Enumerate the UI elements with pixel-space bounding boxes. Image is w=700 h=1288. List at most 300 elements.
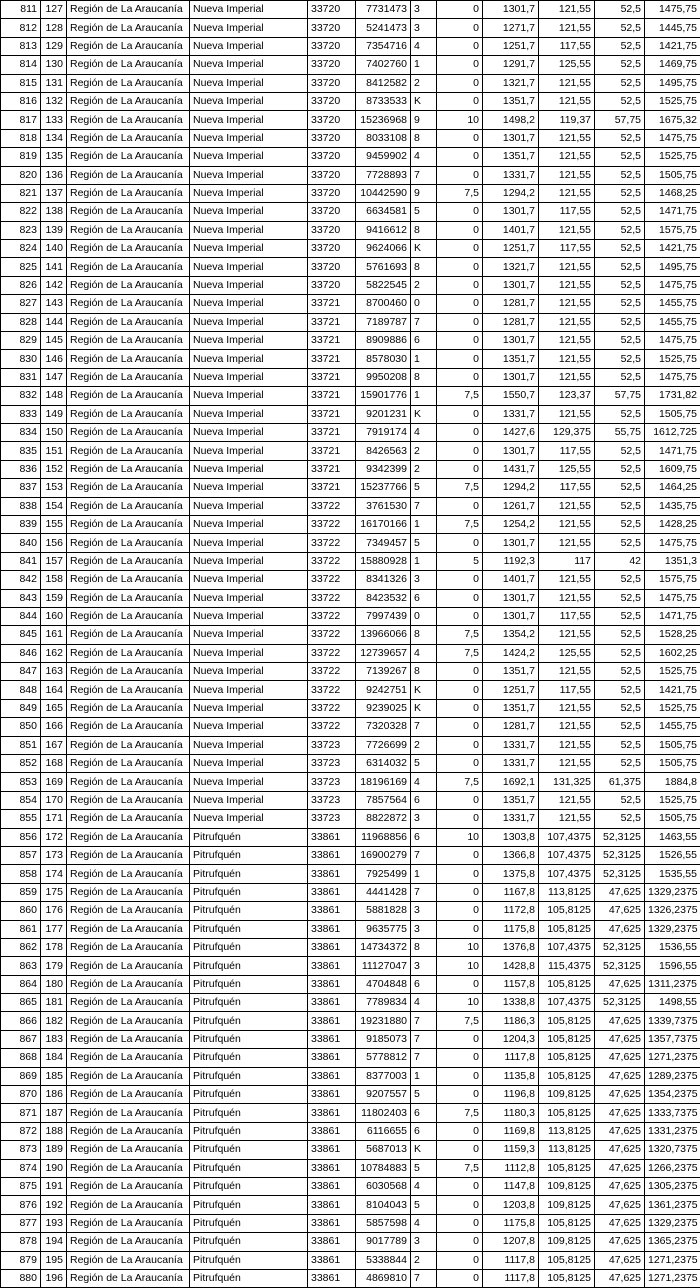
cell-bonus: 0 xyxy=(437,332,483,350)
cell-bonus: 0 xyxy=(437,718,483,736)
cell-amount-a: 113,8125 xyxy=(539,1141,595,1159)
cell-commune: Nueva Imperial xyxy=(190,736,308,754)
cell-base-amount: 1692,1 xyxy=(483,773,539,791)
cell-code: 33861 xyxy=(308,1269,356,1287)
table-row xyxy=(1,19,700,37)
cell-row-number: 131 xyxy=(41,74,67,92)
cell-base-amount: 1112,8 xyxy=(483,1159,539,1177)
cell-total: 1326,2375 xyxy=(645,902,700,920)
cell-rut: 9416612 xyxy=(356,221,411,239)
cell-commune: Pitrufquén xyxy=(190,1159,308,1177)
cell-row-number: 150 xyxy=(41,423,67,441)
cell-region: Región de La Araucanía xyxy=(67,791,190,809)
cell-code: 33721 xyxy=(308,313,356,331)
table-row xyxy=(1,865,700,883)
cell-row-index: 855 xyxy=(1,810,41,828)
cell-row-number: 182 xyxy=(41,1012,67,1030)
table-row xyxy=(1,534,700,552)
table-row xyxy=(1,405,700,423)
cell-bonus: 0 xyxy=(437,350,483,368)
cell-region: Región de La Araucanía xyxy=(67,276,190,294)
cell-amount-b: 47,625 xyxy=(595,1269,645,1287)
cell-row-number: 143 xyxy=(41,295,67,313)
cell-base-amount: 1281,7 xyxy=(483,718,539,736)
table-row xyxy=(1,221,700,239)
table-row xyxy=(1,902,700,920)
cell-row-number: 136 xyxy=(41,166,67,184)
cell-commune: Pitrufquén xyxy=(190,1086,308,1104)
cell-total: 1455,75 xyxy=(645,718,700,736)
cell-region: Región de La Araucanía xyxy=(67,1122,190,1140)
cell-check-digit: K xyxy=(411,240,437,258)
cell-code: 33861 xyxy=(308,846,356,864)
cell-base-amount: 1301,7 xyxy=(483,1,539,19)
cell-row-number: 134 xyxy=(41,129,67,147)
cell-row-number: 137 xyxy=(41,184,67,202)
cell-rut: 8377003 xyxy=(356,1067,411,1085)
cell-amount-b: 47,625 xyxy=(595,975,645,993)
cell-row-number: 167 xyxy=(41,736,67,754)
cell-amount-b: 52,5 xyxy=(595,368,645,386)
cell-rut: 8733533 xyxy=(356,92,411,110)
cell-amount-a: 117 xyxy=(539,552,595,570)
table-row xyxy=(1,368,700,386)
cell-code: 33721 xyxy=(308,332,356,350)
cell-rut: 16170166 xyxy=(356,515,411,533)
cell-total: 1536,55 xyxy=(645,938,700,956)
cell-code: 33861 xyxy=(308,883,356,901)
table-row xyxy=(1,994,700,1012)
cell-base-amount: 1207,8 xyxy=(483,1233,539,1251)
cell-total: 1505,75 xyxy=(645,405,700,423)
cell-bonus: 0 xyxy=(437,1049,483,1067)
cell-code: 33861 xyxy=(308,902,356,920)
cell-bonus: 0 xyxy=(437,1030,483,1048)
cell-total: 1455,75 xyxy=(645,313,700,331)
cell-row-index: 876 xyxy=(1,1196,41,1214)
cell-row-number: 187 xyxy=(41,1104,67,1122)
cell-commune: Nueva Imperial xyxy=(190,368,308,386)
cell-amount-b: 42 xyxy=(595,552,645,570)
cell-code: 33861 xyxy=(308,975,356,993)
cell-total: 1505,75 xyxy=(645,736,700,754)
cell-bonus: 0 xyxy=(437,883,483,901)
cell-amount-b: 52,5 xyxy=(595,515,645,533)
cell-commune: Nueva Imperial xyxy=(190,221,308,239)
cell-amount-a: 105,8125 xyxy=(539,1104,595,1122)
table-row xyxy=(1,718,700,736)
cell-commune: Nueva Imperial xyxy=(190,423,308,441)
cell-commune: Nueva Imperial xyxy=(190,1,308,19)
cell-commune: Pitrufquén xyxy=(190,828,308,846)
cell-amount-b: 52,5 xyxy=(595,92,645,110)
cell-row-index: 836 xyxy=(1,460,41,478)
cell-bonus: 0 xyxy=(437,736,483,754)
cell-amount-a: 121,55 xyxy=(539,295,595,313)
cell-row-number: 158 xyxy=(41,571,67,589)
cell-bonus: 10 xyxy=(437,828,483,846)
cell-base-amount: 1157,8 xyxy=(483,975,539,993)
cell-commune: Nueva Imperial xyxy=(190,681,308,699)
cell-amount-a: 107,4375 xyxy=(539,846,595,864)
cell-row-index: 831 xyxy=(1,368,41,386)
cell-check-digit: 1 xyxy=(411,1067,437,1085)
cell-row-index: 821 xyxy=(1,184,41,202)
cell-amount-a: 121,55 xyxy=(539,755,595,773)
cell-code: 33861 xyxy=(308,1214,356,1232)
cell-row-index: 853 xyxy=(1,773,41,791)
cell-bonus: 0 xyxy=(437,295,483,313)
cell-total: 1421,75 xyxy=(645,240,700,258)
cell-base-amount: 1301,7 xyxy=(483,607,539,625)
cell-amount-a: 121,55 xyxy=(539,258,595,276)
cell-commune: Nueva Imperial xyxy=(190,19,308,37)
cell-rut: 8822872 xyxy=(356,810,411,828)
cell-rut: 7997439 xyxy=(356,607,411,625)
cell-amount-b: 52,5 xyxy=(595,276,645,294)
cell-total: 1471,75 xyxy=(645,607,700,625)
cell-rut: 7728893 xyxy=(356,166,411,184)
cell-rut: 9242751 xyxy=(356,681,411,699)
cell-bonus: 0 xyxy=(437,1269,483,1287)
cell-check-digit: 7 xyxy=(411,1030,437,1048)
cell-check-digit: 1 xyxy=(411,56,437,74)
cell-base-amount: 1301,7 xyxy=(483,368,539,386)
cell-base-amount: 1301,7 xyxy=(483,129,539,147)
cell-commune: Pitrufquén xyxy=(190,1122,308,1140)
cell-amount-a: 109,8125 xyxy=(539,1178,595,1196)
cell-total: 1525,75 xyxy=(645,92,700,110)
cell-rut: 7789834 xyxy=(356,994,411,1012)
cell-amount-b: 52,5 xyxy=(595,663,645,681)
cell-total: 1675,32 xyxy=(645,111,700,129)
cell-commune: Pitrufquén xyxy=(190,1141,308,1159)
cell-rut: 5857598 xyxy=(356,1214,411,1232)
cell-amount-a: 105,8125 xyxy=(539,920,595,938)
cell-code: 33721 xyxy=(308,295,356,313)
cell-bonus: 7,5 xyxy=(437,1104,483,1122)
cell-base-amount: 1281,7 xyxy=(483,313,539,331)
cell-amount-b: 52,5 xyxy=(595,718,645,736)
cell-check-digit: 7 xyxy=(411,497,437,515)
table-row xyxy=(1,1067,700,1085)
cell-row-number: 192 xyxy=(41,1196,67,1214)
cell-region: Región de La Araucanía xyxy=(67,663,190,681)
cell-base-amount: 1331,7 xyxy=(483,810,539,828)
cell-base-amount: 1351,7 xyxy=(483,350,539,368)
cell-region: Región de La Araucanía xyxy=(67,699,190,717)
cell-row-index: 839 xyxy=(1,515,41,533)
cell-row-number: 152 xyxy=(41,460,67,478)
cell-amount-b: 52,5 xyxy=(595,791,645,809)
cell-base-amount: 1254,2 xyxy=(483,515,539,533)
table-row xyxy=(1,938,700,956)
cell-check-digit: 3 xyxy=(411,571,437,589)
cell-commune: Pitrufquén xyxy=(190,846,308,864)
cell-amount-a: 109,8125 xyxy=(539,1086,595,1104)
cell-commune: Pitrufquén xyxy=(190,1104,308,1122)
cell-base-amount: 1338,8 xyxy=(483,994,539,1012)
cell-base-amount: 1431,7 xyxy=(483,460,539,478)
cell-amount-b: 52,3125 xyxy=(595,846,645,864)
cell-row-index: 861 xyxy=(1,920,41,938)
table-row xyxy=(1,313,700,331)
table-row xyxy=(1,1122,700,1140)
cell-amount-a: 129,375 xyxy=(539,423,595,441)
cell-total: 1575,75 xyxy=(645,221,700,239)
cell-row-number: 193 xyxy=(41,1214,67,1232)
cell-check-digit: 5 xyxy=(411,534,437,552)
cell-bonus: 0 xyxy=(437,258,483,276)
table-row xyxy=(1,184,700,202)
cell-region: Región de La Araucanía xyxy=(67,515,190,533)
cell-check-digit: 7 xyxy=(411,718,437,736)
cell-region: Región de La Araucanía xyxy=(67,74,190,92)
table-row xyxy=(1,589,700,607)
cell-row-index: 841 xyxy=(1,552,41,570)
cell-amount-a: 121,55 xyxy=(539,166,595,184)
cell-code: 33722 xyxy=(308,681,356,699)
cell-bonus: 0 xyxy=(437,221,483,239)
table-row xyxy=(1,1012,700,1030)
cell-total: 1495,75 xyxy=(645,258,700,276)
cell-base-amount: 1351,7 xyxy=(483,663,539,681)
cell-row-number: 176 xyxy=(41,902,67,920)
cell-code: 33721 xyxy=(308,368,356,386)
cell-amount-b: 47,625 xyxy=(595,1178,645,1196)
table-row xyxy=(1,828,700,846)
cell-region: Región de La Araucanía xyxy=(67,1086,190,1104)
cell-amount-b: 47,625 xyxy=(595,1012,645,1030)
cell-bonus: 0 xyxy=(437,607,483,625)
cell-region: Región de La Araucanía xyxy=(67,1067,190,1085)
cell-amount-a: 105,8125 xyxy=(539,975,595,993)
cell-total: 1333,7375 xyxy=(645,1104,700,1122)
cell-row-number: 186 xyxy=(41,1086,67,1104)
cell-base-amount: 1550,7 xyxy=(483,387,539,405)
cell-total: 1331,2375 xyxy=(645,1122,700,1140)
cell-commune: Nueva Imperial xyxy=(190,442,308,460)
cell-code: 33720 xyxy=(308,240,356,258)
cell-code: 33861 xyxy=(308,828,356,846)
cell-amount-a: 121,55 xyxy=(539,19,595,37)
cell-base-amount: 1281,7 xyxy=(483,295,539,313)
cell-region: Región de La Araucanía xyxy=(67,368,190,386)
cell-code: 33721 xyxy=(308,350,356,368)
cell-check-digit: 2 xyxy=(411,442,437,460)
cell-amount-b: 47,625 xyxy=(595,1049,645,1067)
cell-region: Región de La Araucanía xyxy=(67,810,190,828)
cell-code: 33861 xyxy=(308,1104,356,1122)
cell-rut: 15236968 xyxy=(356,111,411,129)
cell-rut: 10784883 xyxy=(356,1159,411,1177)
cell-amount-a: 121,55 xyxy=(539,534,595,552)
cell-total: 1475,75 xyxy=(645,1,700,19)
table-row xyxy=(1,791,700,809)
cell-row-number: 132 xyxy=(41,92,67,110)
cell-commune: Nueva Imperial xyxy=(190,295,308,313)
cell-amount-a: 121,55 xyxy=(539,571,595,589)
cell-row-index: 878 xyxy=(1,1233,41,1251)
cell-region: Región de La Araucanía xyxy=(67,148,190,166)
cell-base-amount: 1401,7 xyxy=(483,571,539,589)
cell-amount-a: 121,55 xyxy=(539,663,595,681)
cell-check-digit: 5 xyxy=(411,755,437,773)
cell-rut: 7189787 xyxy=(356,313,411,331)
cell-total: 1311,2375 xyxy=(645,975,700,993)
cell-amount-a: 105,8125 xyxy=(539,1251,595,1269)
cell-rut: 5687013 xyxy=(356,1141,411,1159)
cell-code: 33861 xyxy=(308,1012,356,1030)
cell-check-digit: 0 xyxy=(411,295,437,313)
cell-row-index: 818 xyxy=(1,129,41,147)
table-row xyxy=(1,442,700,460)
cell-total: 1525,75 xyxy=(645,148,700,166)
cell-amount-a: 105,8125 xyxy=(539,1214,595,1232)
cell-amount-b: 52,5 xyxy=(595,313,645,331)
cell-code: 33721 xyxy=(308,442,356,460)
cell-row-number: 161 xyxy=(41,626,67,644)
cell-amount-b: 47,625 xyxy=(595,1214,645,1232)
cell-region: Región de La Araucanía xyxy=(67,56,190,74)
cell-amount-a: 125,55 xyxy=(539,460,595,478)
cell-row-index: 814 xyxy=(1,56,41,74)
cell-amount-b: 47,625 xyxy=(595,920,645,938)
cell-rut: 16900279 xyxy=(356,846,411,864)
cell-region: Región de La Araucanía xyxy=(67,957,190,975)
table-row xyxy=(1,1141,700,1159)
cell-amount-b: 52,5 xyxy=(595,19,645,37)
cell-row-index: 845 xyxy=(1,626,41,644)
cell-total: 1596,55 xyxy=(645,957,700,975)
cell-rut: 5822545 xyxy=(356,276,411,294)
cell-base-amount: 1186,3 xyxy=(483,1012,539,1030)
cell-row-number: 160 xyxy=(41,607,67,625)
table-row xyxy=(1,203,700,221)
cell-amount-b: 47,625 xyxy=(595,1196,645,1214)
cell-rut: 8578030 xyxy=(356,350,411,368)
cell-row-number: 148 xyxy=(41,387,67,405)
cell-rut: 19231880 xyxy=(356,1012,411,1030)
cell-commune: Nueva Imperial xyxy=(190,184,308,202)
cell-code: 33720 xyxy=(308,19,356,37)
cell-row-index: 847 xyxy=(1,663,41,681)
cell-bonus: 0 xyxy=(437,534,483,552)
cell-row-index: 843 xyxy=(1,589,41,607)
cell-row-number: 196 xyxy=(41,1269,67,1287)
cell-total: 1320,7375 xyxy=(645,1141,700,1159)
cell-bonus: 0 xyxy=(437,1196,483,1214)
cell-rut: 18196169 xyxy=(356,773,411,791)
cell-amount-a: 107,4375 xyxy=(539,938,595,956)
cell-total: 1475,75 xyxy=(645,276,700,294)
cell-total: 1609,75 xyxy=(645,460,700,478)
cell-rut: 11968856 xyxy=(356,828,411,846)
cell-bonus: 5 xyxy=(437,552,483,570)
cell-amount-b: 52,5 xyxy=(595,37,645,55)
cell-code: 33861 xyxy=(308,1251,356,1269)
cell-amount-a: 125,55 xyxy=(539,56,595,74)
table-row xyxy=(1,552,700,570)
cell-row-number: 128 xyxy=(41,19,67,37)
cell-amount-a: 117,55 xyxy=(539,203,595,221)
cell-region: Región de La Araucanía xyxy=(67,497,190,515)
cell-bonus: 7,5 xyxy=(437,644,483,662)
cell-check-digit: 1 xyxy=(411,865,437,883)
cell-commune: Nueva Imperial xyxy=(190,571,308,589)
cell-amount-b: 52,5 xyxy=(595,644,645,662)
cell-code: 33722 xyxy=(308,515,356,533)
cell-code: 33720 xyxy=(308,92,356,110)
cell-bonus: 7,5 xyxy=(437,626,483,644)
cell-code: 33720 xyxy=(308,74,356,92)
cell-total: 1505,75 xyxy=(645,755,700,773)
cell-region: Región de La Araucanía xyxy=(67,773,190,791)
cell-rut: 8909886 xyxy=(356,332,411,350)
cell-commune: Nueva Imperial xyxy=(190,718,308,736)
cell-commune: Nueva Imperial xyxy=(190,166,308,184)
cell-code: 33723 xyxy=(308,791,356,809)
cell-check-digit: 6 xyxy=(411,332,437,350)
cell-row-number: 157 xyxy=(41,552,67,570)
cell-commune: Nueva Imperial xyxy=(190,387,308,405)
cell-region: Región de La Araucanía xyxy=(67,1049,190,1067)
cell-rut: 6116655 xyxy=(356,1122,411,1140)
cell-row-number: 139 xyxy=(41,221,67,239)
cell-check-digit: 5 xyxy=(411,1086,437,1104)
cell-region: Región de La Araucanía xyxy=(67,37,190,55)
cell-base-amount: 1159,3 xyxy=(483,1141,539,1159)
cell-region: Región de La Araucanía xyxy=(67,442,190,460)
cell-commune: Nueva Imperial xyxy=(190,74,308,92)
cell-bonus: 10 xyxy=(437,111,483,129)
cell-amount-b: 52,5 xyxy=(595,166,645,184)
table-row xyxy=(1,681,700,699)
cell-commune: Pitrufquén xyxy=(190,1196,308,1214)
cell-row-number: 174 xyxy=(41,865,67,883)
cell-total: 1471,75 xyxy=(645,203,700,221)
cell-amount-a: 121,55 xyxy=(539,1,595,19)
cell-commune: Nueva Imperial xyxy=(190,791,308,809)
cell-code: 33722 xyxy=(308,552,356,570)
cell-base-amount: 1167,8 xyxy=(483,883,539,901)
cell-bonus: 0 xyxy=(437,846,483,864)
cell-row-index: 824 xyxy=(1,240,41,258)
cell-region: Región de La Araucanía xyxy=(67,534,190,552)
cell-row-number: 168 xyxy=(41,755,67,773)
cell-amount-a: 121,55 xyxy=(539,368,595,386)
cell-row-number: 144 xyxy=(41,313,67,331)
cell-amount-a: 109,8125 xyxy=(539,1233,595,1251)
cell-code: 33723 xyxy=(308,810,356,828)
cell-code: 33720 xyxy=(308,56,356,74)
cell-base-amount: 1251,7 xyxy=(483,240,539,258)
table-row xyxy=(1,258,700,276)
cell-region: Región de La Araucanía xyxy=(67,460,190,478)
cell-commune: Pitrufquén xyxy=(190,1067,308,1085)
cell-base-amount: 1303,8 xyxy=(483,828,539,846)
cell-base-amount: 1172,8 xyxy=(483,902,539,920)
cell-row-index: 842 xyxy=(1,571,41,589)
cell-amount-b: 52,3125 xyxy=(595,828,645,846)
cell-bonus: 0 xyxy=(437,423,483,441)
cell-amount-b: 52,5 xyxy=(595,699,645,717)
cell-commune: Nueva Imperial xyxy=(190,92,308,110)
cell-code: 33861 xyxy=(308,865,356,883)
cell-row-index: 820 xyxy=(1,166,41,184)
cell-bonus: 0 xyxy=(437,920,483,938)
cell-commune: Nueva Imperial xyxy=(190,313,308,331)
